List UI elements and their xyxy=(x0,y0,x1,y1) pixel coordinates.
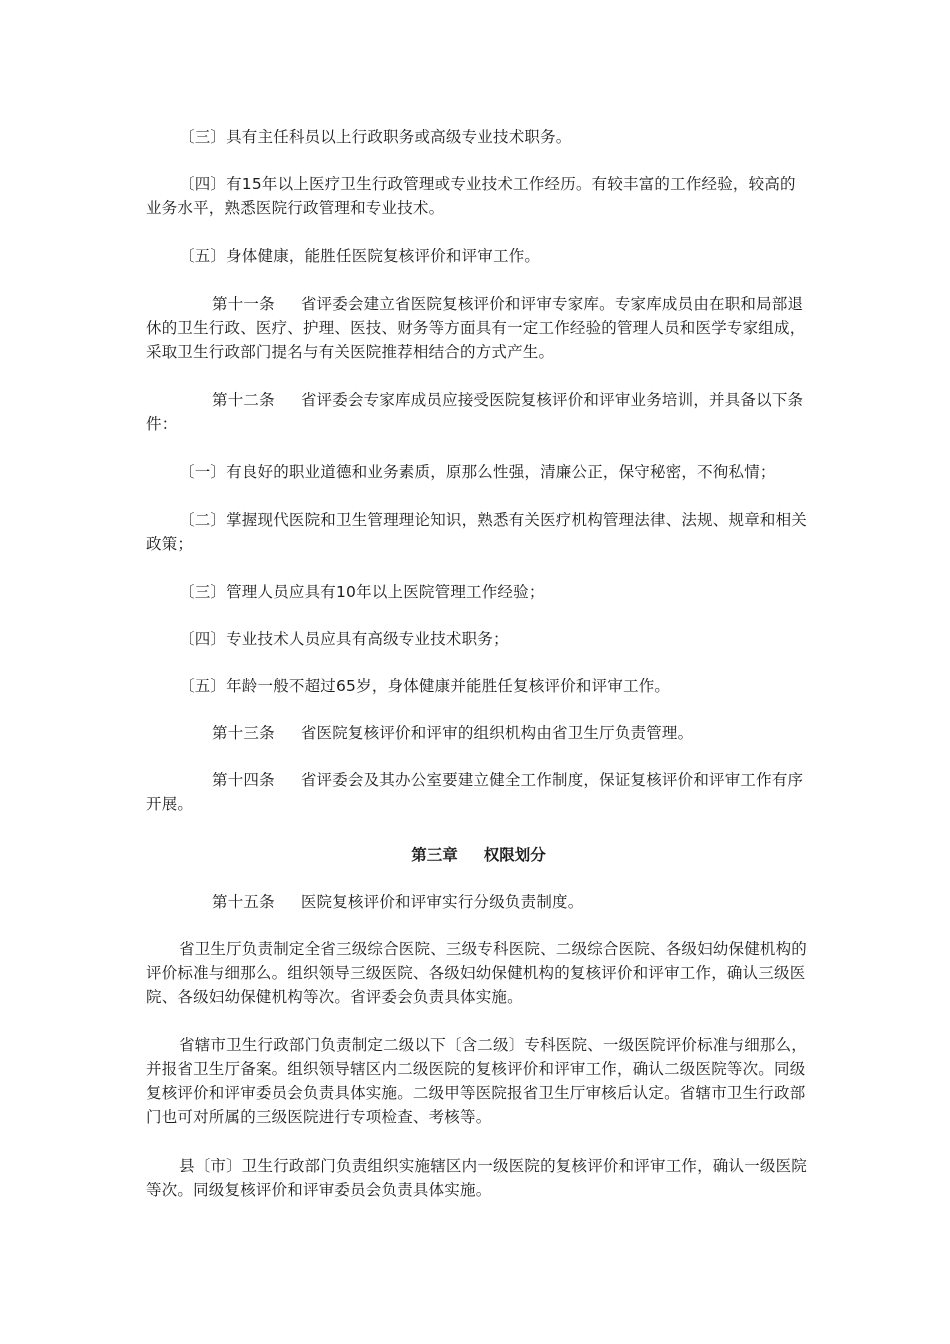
chapter-title: 权限划分 xyxy=(483,846,546,864)
condition-three: 〔三〕管理人员应具有10年以上医院管理工作经验； xyxy=(179,583,545,601)
condition-five: 〔五〕年龄一般不超过65岁，身体健康并能胜任复核评价和评审工作。 xyxy=(179,677,671,695)
condition-one: 〔一〕有良好的职业道德和业务素质，原那么性强，清廉公正，保守秘密，不徇私情； xyxy=(179,463,776,481)
condition-four: 〔四〕专业技术人员应具有高级专业技术职务； xyxy=(179,630,509,648)
condition-two: 〔二〕掌握现代医院和卫生管理理论知识，熟悉有关医疗机构管理法律、法规、规章和相关政策； xyxy=(146,511,808,553)
article-11-text: 省评委会建立省医院复核评价和评审专家库。专家库成员由在职和局部退休的卫生行政、医疗、护理、医技、财务等方面具有一定工作经验的管理人员和医学专家组成，采取卫生行政部门提名与有关医院推荐相结合的方式产生。 xyxy=(146,295,806,361)
article-12-text: 省评委会专家库成员应接受医院复核评价和评审业务培训，并具备以下条件： xyxy=(146,391,804,433)
city-responsibility: 省辖市卫生行政部门负责制定二级以下〔含二级〕专科医院、一级医院评价标准与细那么，并报省卫生厅备案。组织领导辖区内二级医院的复核评价和评审工作，确认二级医院等次。同级复核评价和评审委员会负责具体实施。二级甲等医院报省卫生厅审核后认定。省辖市卫生行政部门也可对所属的三级医院进行专项检查、考核等。 xyxy=(146,1036,808,1126)
article-11 xyxy=(146,292,811,364)
chapter-heading xyxy=(146,843,811,867)
county-responsibility: 县〔市〕卫生行政部门负责组织实施辖区内一级医院的复核评价和评审工作，确认一级医院等次。同级复核评价和评审委员会负责具体实施。 xyxy=(146,1157,808,1199)
article-14-text: 省评委会及其办公室要建立健全工作制度，保证复核评价和评审工作有序开展。 xyxy=(146,771,804,813)
article-12 xyxy=(146,388,811,436)
article-13-number: 第十三条 xyxy=(212,724,275,742)
article-15 xyxy=(146,890,811,914)
provincial-responsibility: 省卫生厅负责制定全省三级综合医院、三级专科医院、二级综合医院、各级妇幼保健机构的评价标准与细那么。组织领导三级医院、各级妇幼保健机构的复核评价和评审工作，确认三级医院、各级妇幼保健机构等次。省评委会负责具体实施。 xyxy=(146,940,808,1006)
article-14 xyxy=(146,768,811,816)
clause-five-health: 〔五〕身体健康，能胜任医院复核评价和评审工作。 xyxy=(179,247,541,265)
chapter-number: 第三章 xyxy=(411,846,458,864)
article-11-number: 第十一条 xyxy=(212,295,275,313)
article-14-number: 第十四条 xyxy=(212,771,275,789)
article-13 xyxy=(146,721,811,745)
article-15-text: 医院复核评价和评审实行分级负责制度。 xyxy=(300,893,584,911)
article-12-number: 第十二条 xyxy=(212,391,275,409)
article-15-number: 第十五条 xyxy=(212,893,275,911)
clause-three-qualification: 〔三〕具有主任科员以上行政职务或高级专业技术职务。 xyxy=(179,128,572,146)
clause-four-experience: 〔四〕有15年以上医疗卫生行政管理或专业技术工作经历。有较丰富的工作经验，较高的业务水平，熟悉医院行政管理和专业技术。 xyxy=(146,175,796,217)
article-13-text: 省医院复核评价和评审的组织机构由省卫生厅负责管理。 xyxy=(300,724,694,742)
